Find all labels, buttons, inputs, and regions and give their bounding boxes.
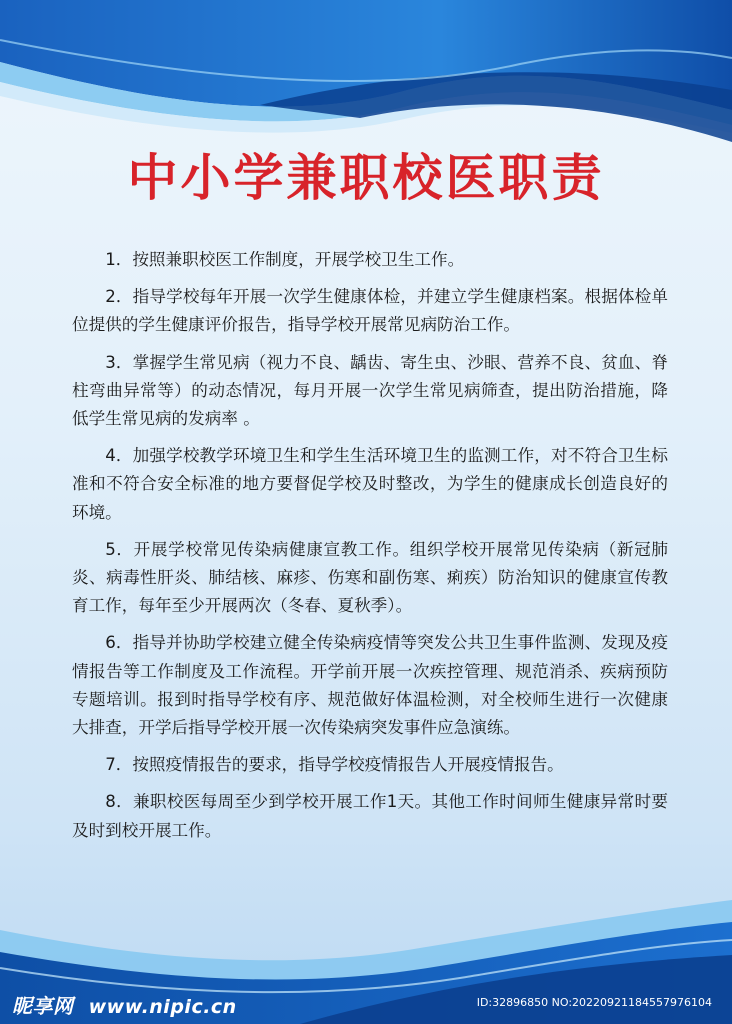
duty-item-7: 7．按照疫情报告的要求，指导学校疫情报告人开展疫情报告。 xyxy=(105,755,564,775)
duty-item-5: 5．开展学校常见传染病健康宣教工作。组织学校开展常见传染病（新冠肺炎、病毒性肝炎、肺结核、麻疹、伤寒和副伤寒、痢疾）防治知识的健康宣传教育工作，每年至少开展两次（冬春、夏秋季）。 xyxy=(72,539,668,616)
watermark-brand xyxy=(12,990,237,1019)
duty-item-6: 6．指导并协助学校建立健全传染病疫情等突发公共卫生事件监测、发现及疫情报告等工作制度及工作流程。开学前开展一次疾控管理、规范消杀、疾病预防专题培训。报到时指导学校有序、规范做好体温检测，对全校师生进行一次健康大排查，开学后指导学校开展一次传染病突发事件应急演练。 xyxy=(72,633,668,738)
page-title: 中小学兼职校医职责 xyxy=(127,149,605,207)
top-wave xyxy=(0,0,732,142)
duty-list xyxy=(72,246,668,854)
duty-item-4: 4．加强学校教学环境卫生和学生生活环境卫生的监测工作，对不符合卫生标准和不符合安全标准的地方要督促学校及时整改，为学生的健康成长创造良好的环境。 xyxy=(72,446,668,522)
watermark-site: www.nipic.cn xyxy=(88,996,237,1018)
duty-item-1: 1．按照兼职校医工作制度，开展学校卫生工作。 xyxy=(105,250,465,269)
watermark-logo-text: 昵享网 xyxy=(12,994,74,1018)
duty-item-8: 8．兼职校医每周至少到学校开展工作1天。其他工作时间师生健康异常时要及时到校开展工作。 xyxy=(72,792,668,840)
duty-item-3: 3．掌握学生常见病（视力不良、龋齿、寄生虫、沙眼、营养不良、贫血、脊柱弯曲异常等）的动态情况，每月开展一次学生常见病筛查，提出防治措施，降低学生常见病的发病率 。 xyxy=(72,352,668,429)
duty-item-2: 2．指导学校每年开展一次学生健康体检，并建立学生健康档案。根据体检单位提供的学生健康评价报告，指导学校开展常见病防治工作。 xyxy=(72,287,668,335)
watermark-id: ID:32896850 NO:20220921184557976104 xyxy=(476,996,712,1009)
